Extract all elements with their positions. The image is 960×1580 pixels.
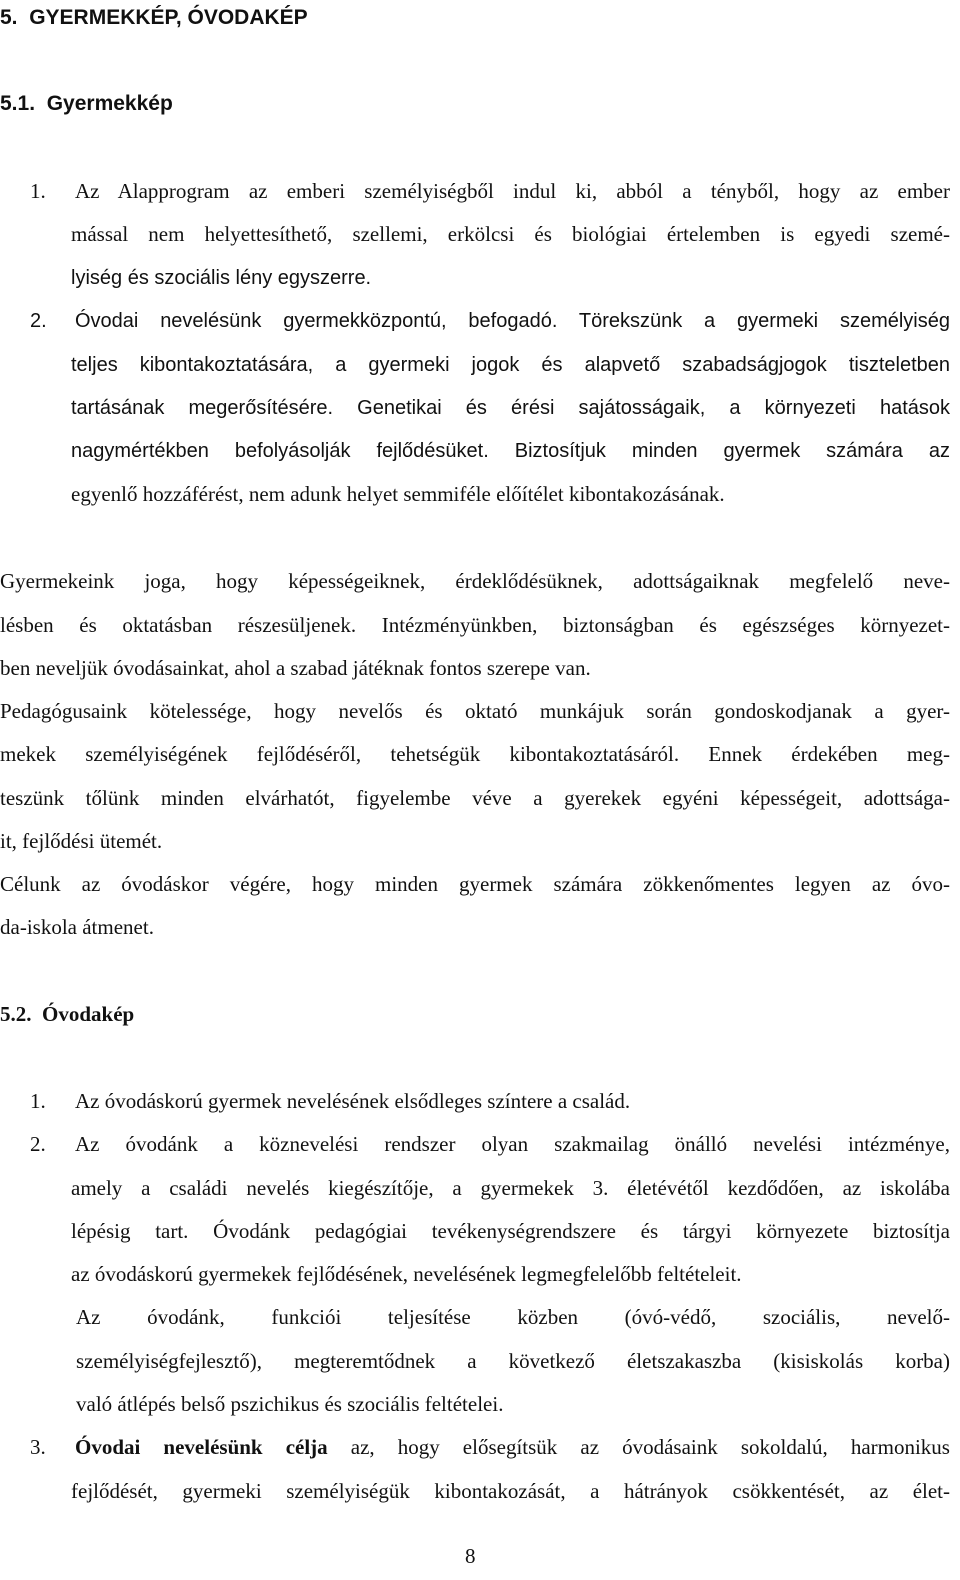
paragraph-line: Célunk az óvodáskor végére, hogy minden gyermek számára zökkenőmentes legyen az óvo- (0, 872, 950, 896)
list-item (0, 1130, 960, 1158)
list-text-line: mással nem helyettesíthető, szellemi, erkölcsi és biológiai értelemben is egyedi szemé- (71, 222, 950, 246)
list-text-line: az óvodáskorú gyermekek fejlődésének, nevelésének legmegfelelőbb feltételeit. (71, 1262, 742, 1286)
section-number: 5.1. (0, 92, 36, 115)
list-text-line: fejlődését, gyermeki személyiségük kibontakozását, a hátrányok csökkentését, az élet- (71, 1479, 950, 1503)
list-text-line: nagymértékben befolyásolják fejlődésüket. Biztosítjuk minden gyermek számára az (71, 440, 950, 462)
paragraph-line: mekek személyiségének fejlődéséről, tehetségük kibontakoztatásáról. Ennek érdekében meg- (0, 742, 950, 766)
list-text-line: Az óvodánk a köznevelési rendszer olyan szakmailag önálló nevelési intézménye, (75, 1132, 950, 1156)
list-number: 2. (30, 310, 47, 332)
section-heading (0, 1000, 960, 1028)
chapter-heading (0, 4, 960, 32)
list-text-line: egyenlő hozzáférést, nem adunk helyet semmiféle előítélet kibontakozásának. (71, 482, 725, 506)
list-text-line: lyiség és szociális lény egyszerre. (71, 267, 372, 289)
list-text-line (75, 1433, 950, 1461)
paragraph-line: Gyermekeink joga, hogy képességeiknek, érdeklődésüknek, adottságaiknak megfelelő neve- (0, 569, 950, 593)
list-number: 1. (30, 179, 46, 203)
list-item (0, 1087, 960, 1115)
list-number: 2. (30, 1132, 46, 1156)
list-text-line: Az Alapprogram az emberi személyiségből indul ki, abból a tényből, hogy az ember (75, 179, 950, 203)
chapter-title: GYERMEKKÉP, ÓVODAKÉP (29, 6, 308, 29)
bold-lead: Óvodai nevelésünk célja (75, 1435, 328, 1459)
paragraph-line: ben neveljük óvodásainkat, ahol a szabad játéknak fontos szerepe van. (0, 656, 591, 680)
sub-text-line: való átlépés belső pszichikus és szociális feltételei. (76, 1392, 504, 1416)
sub-text-line: Az óvodánk, funkciói teljesítése közben (óvó-védő, szociális, nevelő- (76, 1305, 950, 1329)
sub-text-line: személyiségfejlesztő), megteremtődnek a következő életszakaszba (kisiskolás korba) (76, 1349, 950, 1373)
section-title: Gyermekkép (46, 92, 173, 115)
paragraph-line: Pedagógusaink kötelessége, hogy nevelős és oktató munkájuk során gondoskodjanak a gyer- (0, 699, 950, 723)
list-text-line: Óvodai nevelésünk gyermekközpontú, befogadó. Törekszünk a gyermeki személyiség (75, 310, 950, 332)
section-title: Óvodakép (42, 1002, 135, 1026)
list-text-line: tartásának megerősítésére. Genetikai és érési sajátosságaik, a környezeti hatások (71, 397, 950, 419)
chapter-number: 5. (0, 6, 18, 29)
paragraph-line: da-iskola átmenet. (0, 915, 154, 939)
list-text-line: teljes kibontakoztatására, a gyermeki jogok és alapvető szabadságjogok tiszteletben (71, 354, 950, 376)
list-item (0, 1433, 960, 1461)
paragraph-line: teszünk tőlünk minden elvárhatót, figyelembe véve a gyerekek egyéni képességeit, adottsága- (0, 786, 950, 810)
paragraph-line: lésben és oktatásban részesüljenek. Intézményünkben, biztonságban és egészséges környezet- (0, 613, 950, 637)
list-text-line: lépésig tart. Óvodánk pedagógiai tevékenységrendszere és tárgyi környezete biztosítja (71, 1219, 950, 1243)
page-number: 8 (465, 1544, 476, 1568)
list-text-rest: az, hogy elősegítsük az óvodásaink sokoldalú, harmonikus (327, 1435, 950, 1459)
list-number: 1. (30, 1089, 46, 1113)
paragraph-line: it, fejlődési ütemét. (0, 829, 163, 853)
section-heading (0, 90, 960, 118)
list-item (0, 177, 960, 205)
list-number: 3. (30, 1435, 46, 1459)
section-number: 5.2. (0, 1002, 32, 1026)
list-text-line: Az óvodáskorú gyermek nevelésének elsődleges színtere a család. (75, 1089, 631, 1113)
list-item (0, 307, 960, 335)
list-text-line: amely a családi nevelés kiegészítője, a gyermekek 3. életévétől kezdődően, az iskolába (71, 1176, 950, 1200)
